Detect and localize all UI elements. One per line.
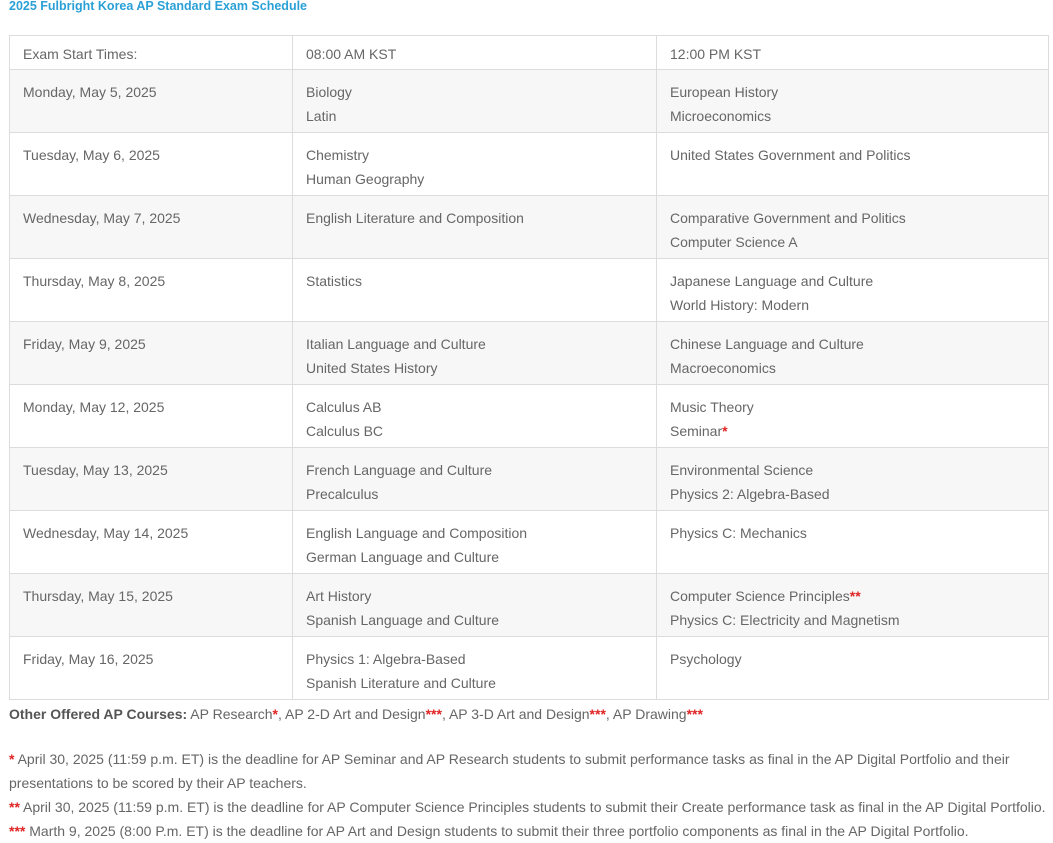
exam-name: Art History [306, 588, 372, 604]
footnote-3 [9, 819, 1048, 843]
exam-name: Statistics [306, 273, 363, 289]
am-exams [293, 385, 657, 448]
header-time-pm: 12:00 PM KST [657, 36, 1049, 70]
exam-name-with-mark [670, 419, 1035, 443]
exam-name: English Language and Composition [306, 525, 528, 541]
exam-date: Wednesday, May 14, 2025 [10, 511, 293, 574]
table-row [10, 448, 1049, 511]
table-row [10, 259, 1049, 322]
exam-name: Computer Science Principles [670, 588, 850, 604]
table-row [10, 70, 1049, 133]
exam-name: French Language and Culture [306, 462, 493, 478]
exam-name-with-mark [670, 584, 1035, 608]
pm-exams [657, 70, 1049, 133]
exam-name: Comparative Government and Politics [670, 210, 906, 226]
page [9, 0, 1048, 843]
asterisk-mark: * [722, 423, 728, 439]
asterisk-mark: * [9, 751, 15, 767]
course-ap-3d-art: , AP 3-D Art and Design [441, 706, 590, 722]
exam-name: German Language and Culture [306, 549, 500, 565]
asterisk-mark: *** [686, 706, 703, 722]
exam-name: Music Theory [670, 399, 754, 415]
table-row [10, 385, 1049, 448]
table-row [10, 637, 1049, 700]
exam-date: Thursday, May 8, 2025 [10, 259, 293, 322]
footnote-text: April 30, 2025 (11:59 p.m. ET) is the deadline for AP Seminar and AP Research students to submit performance tasks as final in the AP Digital Portfolio and their presentations to be scored by their AP teachers. [9, 751, 1010, 791]
exam-name: Psychology [670, 651, 742, 667]
pm-exams [657, 448, 1049, 511]
asterisk-mark: * [272, 706, 278, 722]
exam-name: Chemistry [306, 147, 370, 163]
exam-name: Physics 1: Algebra-Based [306, 651, 466, 667]
am-exams [293, 448, 657, 511]
am-exams [293, 70, 657, 133]
exam-name: European History [670, 84, 779, 100]
footnote-2 [9, 795, 1048, 819]
footnote-1 [9, 747, 1048, 795]
pm-exams [657, 196, 1049, 259]
asterisk-mark: *** [425, 706, 442, 722]
exam-name: Calculus BC [306, 423, 384, 439]
asterisk-mark: *** [9, 823, 26, 839]
table-header-row [10, 36, 1049, 70]
other-courses-label: Other Offered AP Courses: [9, 706, 188, 722]
am-exams [293, 637, 657, 700]
exam-name: Environmental Science [670, 462, 814, 478]
pm-exams [657, 133, 1049, 196]
footnotes [9, 747, 1048, 843]
exam-name: Physics C: Mechanics [670, 525, 807, 541]
pm-exams [657, 511, 1049, 574]
exam-date: Thursday, May 15, 2025 [10, 574, 293, 637]
exam-date: Monday, May 5, 2025 [10, 70, 293, 133]
am-exams [293, 259, 657, 322]
pm-exams [657, 259, 1049, 322]
exam-name: Physics C: Electricity and Magnetism [670, 612, 900, 628]
am-exams [293, 511, 657, 574]
table-row [10, 196, 1049, 259]
footnote-text: April 30, 2025 (11:59 p.m. ET) is the deadline for AP Computer Science Principles students to submit their Create performance task as final in the AP Digital Portfolio. [19, 799, 1046, 815]
table-row [10, 133, 1049, 196]
am-exams [293, 322, 657, 385]
pm-exams [657, 574, 1049, 637]
exam-name: United States Government and Politics [670, 147, 911, 163]
course-ap-drawing: , AP Drawing [605, 706, 687, 722]
exam-schedule-table [9, 35, 1049, 700]
table-row [10, 511, 1049, 574]
exam-name: Latin [306, 108, 337, 124]
am-exams [293, 196, 657, 259]
exam-name: Physics 2: Algebra-Based [670, 486, 830, 502]
header-label: Exam Start Times: [10, 36, 293, 70]
exam-name: Spanish Literature and Culture [306, 675, 496, 691]
exam-name: Chinese Language and Culture [670, 336, 864, 352]
asterisk-mark: ** [9, 799, 20, 815]
exam-name: Human Geography [306, 171, 425, 187]
exam-date: Monday, May 12, 2025 [10, 385, 293, 448]
course-ap-2d-art: , AP 2-D Art and Design [277, 706, 426, 722]
exam-date: Friday, May 9, 2025 [10, 322, 293, 385]
footnote-text: Marth 9, 2025 (8:00 P.m. ET) is the deadline for AP Art and Design students to submit their three portfolio components as final in the AP Digital Portfolio. [25, 823, 969, 839]
am-exams [293, 133, 657, 196]
exam-date: Tuesday, May 6, 2025 [10, 133, 293, 196]
exam-name: Seminar [670, 423, 723, 439]
other-courses [9, 705, 1048, 723]
exam-name: Calculus AB [306, 399, 382, 415]
course-ap-research: AP Research [190, 706, 273, 722]
exam-name: Japanese Language and Culture [670, 273, 874, 289]
exam-date: Friday, May 16, 2025 [10, 637, 293, 700]
page-title: 2025 Fulbright Korea AP Standard Exam Schedule [9, 0, 308, 13]
asterisk-mark: ** [849, 588, 861, 604]
exam-name: Microeconomics [670, 108, 772, 124]
table-row [10, 574, 1049, 637]
exam-name: English Literature and Composition [306, 210, 524, 226]
exam-name: Macroeconomics [670, 360, 776, 376]
header-time-am: 08:00 AM KST [293, 36, 657, 70]
exam-name: United States History [306, 360, 438, 376]
pm-exams [657, 322, 1049, 385]
pm-exams [657, 637, 1049, 700]
pm-exams [657, 385, 1049, 448]
exam-name: Computer Science A [670, 234, 798, 250]
exam-name: World History: Modern [670, 297, 810, 313]
exam-date: Wednesday, May 7, 2025 [10, 196, 293, 259]
am-exams [293, 574, 657, 637]
table-row [10, 322, 1049, 385]
exam-name: Precalculus [306, 486, 379, 502]
asterisk-mark: *** [589, 706, 606, 722]
exam-date: Tuesday, May 13, 2025 [10, 448, 293, 511]
exam-name: Italian Language and Culture [306, 336, 486, 352]
exam-name: Spanish Language and Culture [306, 612, 500, 628]
exam-name: Biology [306, 84, 352, 100]
